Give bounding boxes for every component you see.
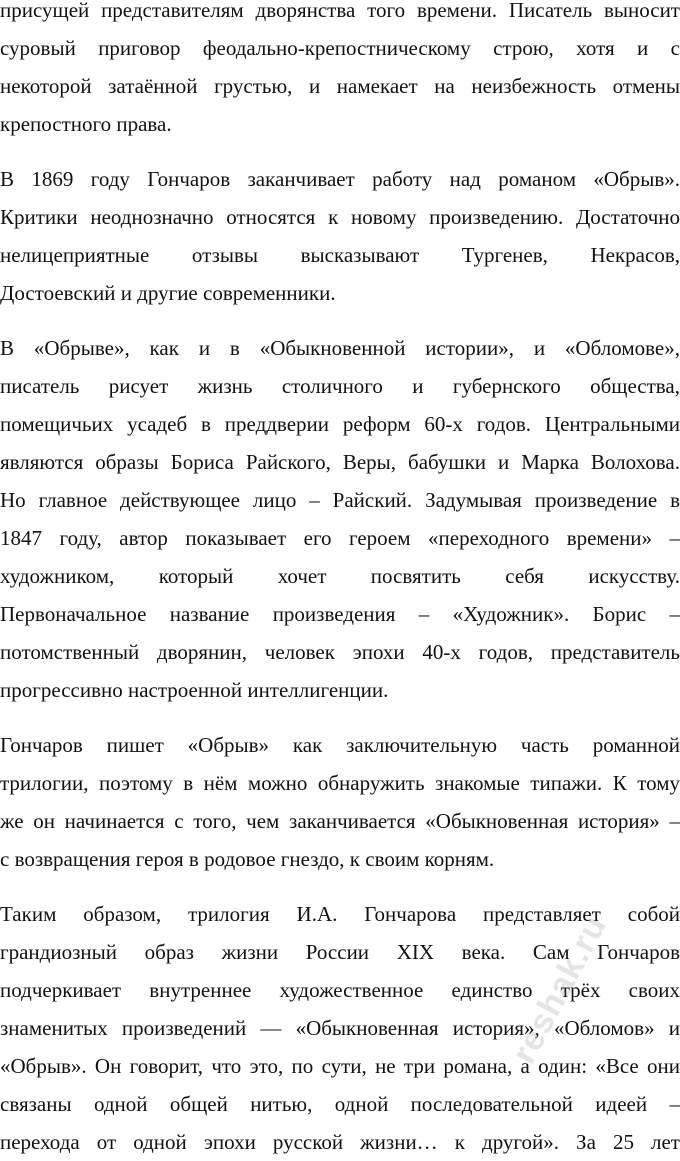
watermark: reshak.ru <box>504 908 615 1070</box>
paragraph <box>0 895 680 1161</box>
text-line: писатель рисует жизнь столичного и губернского общества, <box>0 374 680 398</box>
text-line: помещичьих усадеб в преддверии реформ 60-х годов. Центральными <box>0 412 680 436</box>
text-line: трилогии, поэтому в нём можно обнаружить знакомые типажи. К тому <box>0 771 680 795</box>
text-line: с возвращения героя в родовое гнездо, к своим корням. <box>0 847 495 871</box>
text-line: Но главное действующее лицо – Райский. Задумывая произведение в <box>0 488 680 512</box>
text-line: крепостного права. <box>0 112 172 136</box>
text-line: являются образы Бориса Райского, Веры, бабушки и Марка Волохова. <box>0 450 680 474</box>
text-line: Гончаров пишет «Обрыв» как заключительную часть романной <box>0 733 680 757</box>
text-line: В 1869 году Гончаров заканчивает работу над романом «Обрыв». <box>0 167 680 191</box>
text-line: Критики неоднозначно относятся к новому произведению. Достаточно <box>0 205 680 229</box>
paragraph <box>0 160 680 312</box>
text-line: подчеркивает внутреннее художественное единство трёх своих <box>0 978 680 1002</box>
paragraph <box>0 0 680 143</box>
text-line: потомственный дворянин, человек эпохи 40-х годов, представитель <box>0 640 680 664</box>
paragraph-gap <box>0 709 680 726</box>
text-line: присущей представителям дворянства того времени. Писатель выносит <box>0 0 680 22</box>
text-line: Первоначальное название произведения – «Художник». Борис – <box>0 602 680 626</box>
text-line: некоторой затаённой грустью, и намекает на неизбежность отмены <box>0 74 680 98</box>
paragraph-gap <box>0 878 680 895</box>
text-line: перехода от одной эпохи русской жизни… к другой». За 25 лет <box>0 1130 680 1154</box>
text-line: 1847 году, автор показывает его героем «переходного времени» – <box>0 526 680 550</box>
text-line: знаменитых произведений — «Обыкновенная история», «Обломов» и <box>0 1016 680 1040</box>
text-line: Достоевский и другие современники. <box>0 281 336 305</box>
text-line: В «Обрыве», как и в «Обыкновенной истории», и «Обломове», <box>0 336 680 360</box>
paragraph <box>0 726 680 878</box>
text-line: связаны одной общей нитью, одной последовательной идеей – <box>0 1092 680 1116</box>
text-line: грандиозный образ жизни России XIX века. Сам Гончаров <box>0 940 680 964</box>
text-line: суровый приговор феодально-крепостническому строю, хотя и с <box>0 36 680 60</box>
text-line: художником, который хочет посвятить себя искусству. <box>0 564 680 588</box>
paragraph-gap <box>0 312 680 329</box>
text-line: Таким образом, трилогия И.А. Гончарова представляет собой <box>0 902 680 926</box>
text-line: «Обрыв». Он говорит, что это, по сути, не три романа, а один: «Все они <box>0 1054 680 1078</box>
paragraph <box>0 329 680 709</box>
text-line: нелицеприятные отзывы высказывают Тургенев, Некрасов, <box>0 243 680 267</box>
paragraph-gap <box>0 143 680 160</box>
text-line: же он начинается с того, чем заканчивается «Обыкновенная история» – <box>0 809 680 833</box>
text-line: прогрессивно настроенной интеллигенции. <box>0 678 389 702</box>
